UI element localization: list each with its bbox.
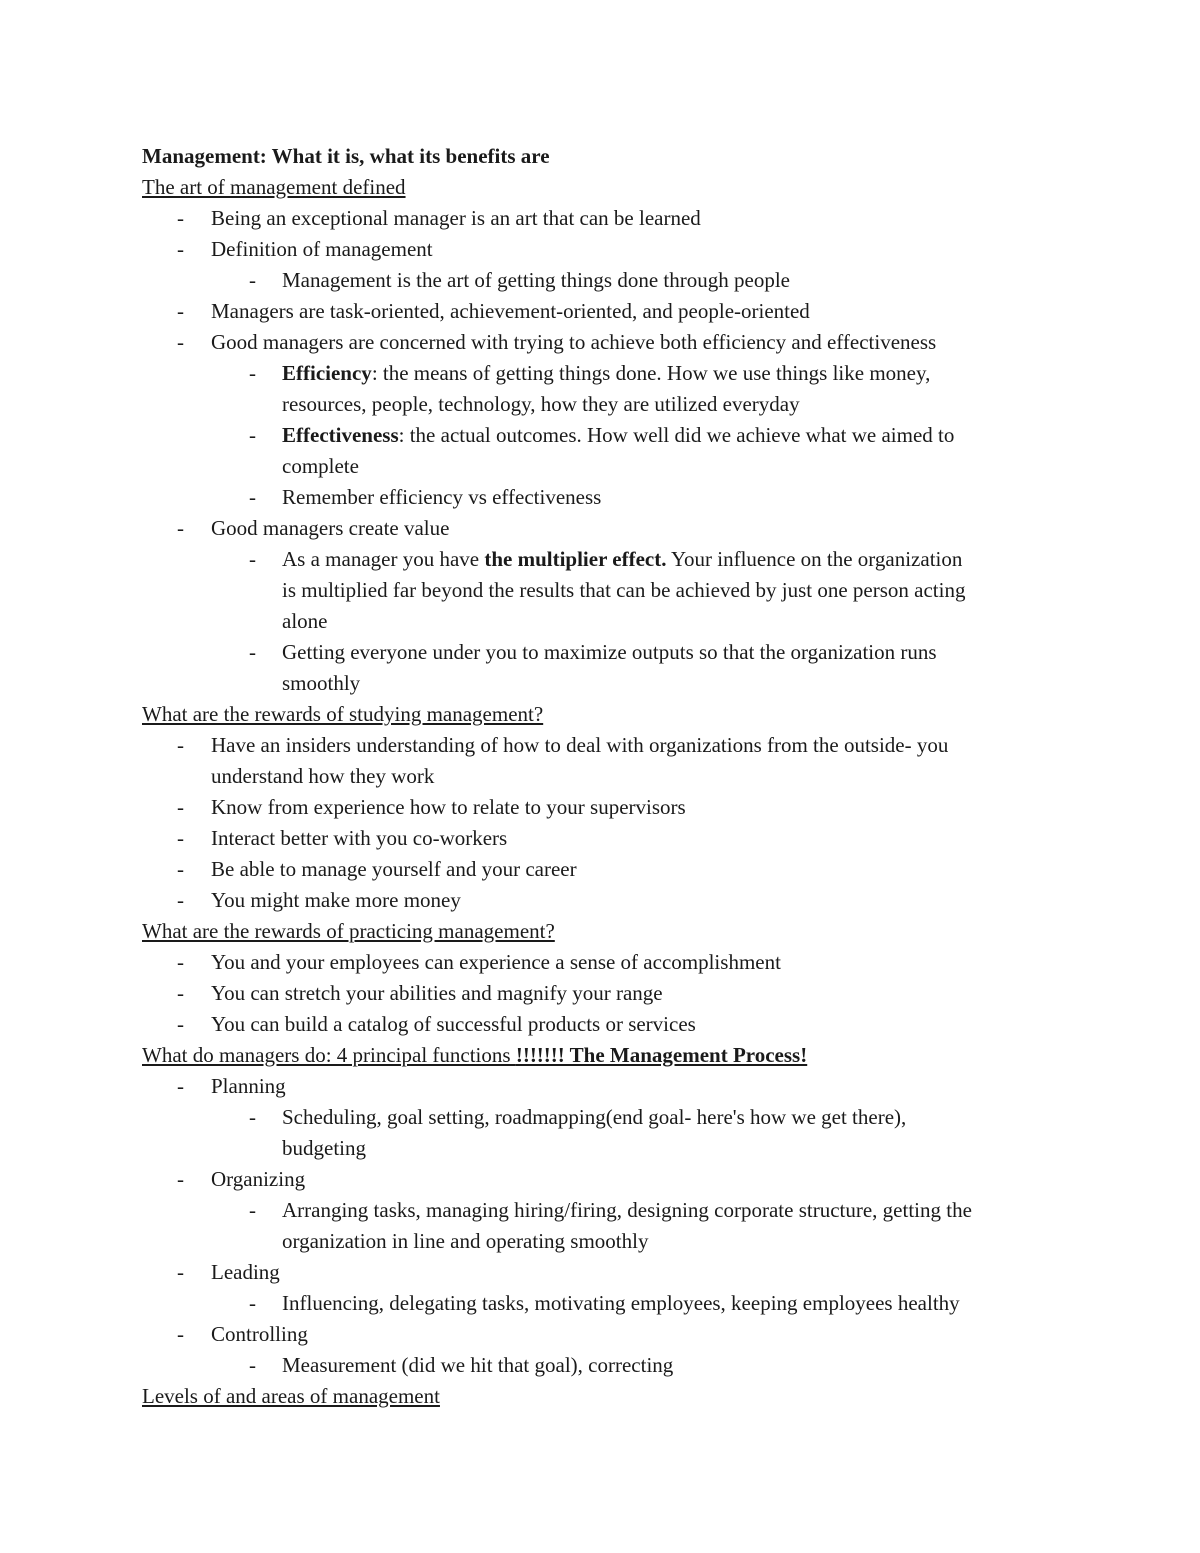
list-item-continuation: smoothly [282,671,361,695]
section-heading: The art of management defined [142,175,406,199]
list-item: - You can build a catalog of successful products or services [142,1009,1082,1040]
bullet-dash: - [177,826,184,850]
bullet-dash: - [249,423,256,447]
bullet-dash: - [249,485,256,509]
section-heading: What are the rewards of practicing management? [142,919,555,943]
term-efficiency: Efficiency [282,361,372,385]
list-item-continuation: alone [282,609,328,633]
section-heading-emphasis: !!!!!!! The Management Process! [515,1043,808,1067]
section-heading: Levels of and areas of management [142,1384,440,1408]
bullet-dash: - [249,1105,256,1129]
bullet-dash: - [177,1167,184,1191]
list-item: - Being an exceptional manager is an art that can be learned [142,203,1082,234]
bullet-dash: - [249,1291,256,1315]
bullet-dash: - [177,888,184,912]
term-multiplier-effect: the multiplier effect. [484,547,667,571]
bullet-dash: - [177,1074,184,1098]
term-effectiveness: Effectiveness [282,423,399,447]
list-item: - You and your employees can experience a sense of accomplishment [142,947,1082,978]
bullet-dash: - [177,330,184,354]
bullet-dash: - [177,206,184,230]
sub-list-item: - Influencing, delegating tasks, motivating employees, keeping employees healthy [142,1288,1082,1319]
list-item: - Good managers are concerned with trying to achieve both efficiency and effectiveness [142,327,1082,358]
bullet-dash: - [249,1353,256,1377]
list-item: - Planning [142,1071,1082,1102]
bullet-dash: - [177,950,184,974]
list-item: - Definition of management [142,234,1082,265]
sub-list-item: - Effectiveness: the actual outcomes. How well did we achieve what we aimed to [142,420,1082,451]
bullet-dash: - [177,1260,184,1284]
bullet-dash: - [249,640,256,664]
sub-list-item: - Getting everyone under you to maximize outputs so that the organization runs [142,637,1082,668]
list-item-continuation: budgeting [282,1136,366,1160]
bullet-dash: - [177,237,184,261]
list-item: - You might make more money [142,885,1082,916]
list-item: - Be able to manage yourself and your career [142,854,1082,885]
bullet-dash: - [177,1322,184,1346]
list-item: - Know from experience how to relate to your supervisors [142,792,1082,823]
list-item-continuation: organization in line and operating smoothly [282,1229,649,1253]
section-heading: What do managers do: 4 principal functions !!!!!!! The Management Process! [142,1043,808,1067]
bullet-dash: - [177,795,184,819]
list-item: - Controlling [142,1319,1082,1350]
list-item-continuation: is multiplied far beyond the results that can be achieved by just one person acting [282,578,966,602]
bullet-dash: - [249,547,256,571]
list-item: - Good managers create value [142,513,1082,544]
sub-list-item: - Arranging tasks, managing hiring/firing, designing corporate structure, getting the [142,1195,1082,1226]
bullet-dash: - [177,981,184,1005]
list-item: - Leading [142,1257,1082,1288]
list-item: - Have an insiders understanding of how to deal with organizations from the outside- you [142,730,1082,761]
document-body [142,141,1082,1412]
list-item: - Interact better with you co-workers [142,823,1082,854]
bullet-dash: - [249,268,256,292]
bullet-dash: - [177,516,184,540]
sub-list-item: - Measurement (did we hit that goal), correcting [142,1350,1082,1381]
list-item: - You can stretch your abilities and magnify your range [142,978,1082,1009]
bullet-dash: - [177,1012,184,1036]
bullet-dash: - [249,1198,256,1222]
sub-list-item: - Scheduling, goal setting, roadmapping(end goal- here's how we get there), [142,1102,1082,1133]
list-item-continuation: understand how they work [211,764,435,788]
list-item-continuation: resources, people, technology, how they are utilized everyday [282,392,800,416]
bullet-dash: - [177,299,184,323]
section-heading: What are the rewards of studying management? [142,702,544,726]
bullet-dash: - [177,857,184,881]
sub-list-item: - Efficiency: the means of getting things done. How we use things like money, [142,358,1082,389]
bullet-dash: - [177,733,184,757]
sub-list-item: - Management is the art of getting things done through people [142,265,1082,296]
list-item: - Organizing [142,1164,1082,1195]
list-item: - Managers are task-oriented, achievement-oriented, and people-oriented [142,296,1082,327]
sub-list-item: - Remember efficiency vs effectiveness [142,482,1082,513]
list-item-continuation: complete [282,454,359,478]
document-title: Management: What it is, what its benefits are [142,144,550,168]
sub-list-item: - As a manager you have the multiplier effect. Your influence on the organization [142,544,1082,575]
bullet-dash: - [249,361,256,385]
